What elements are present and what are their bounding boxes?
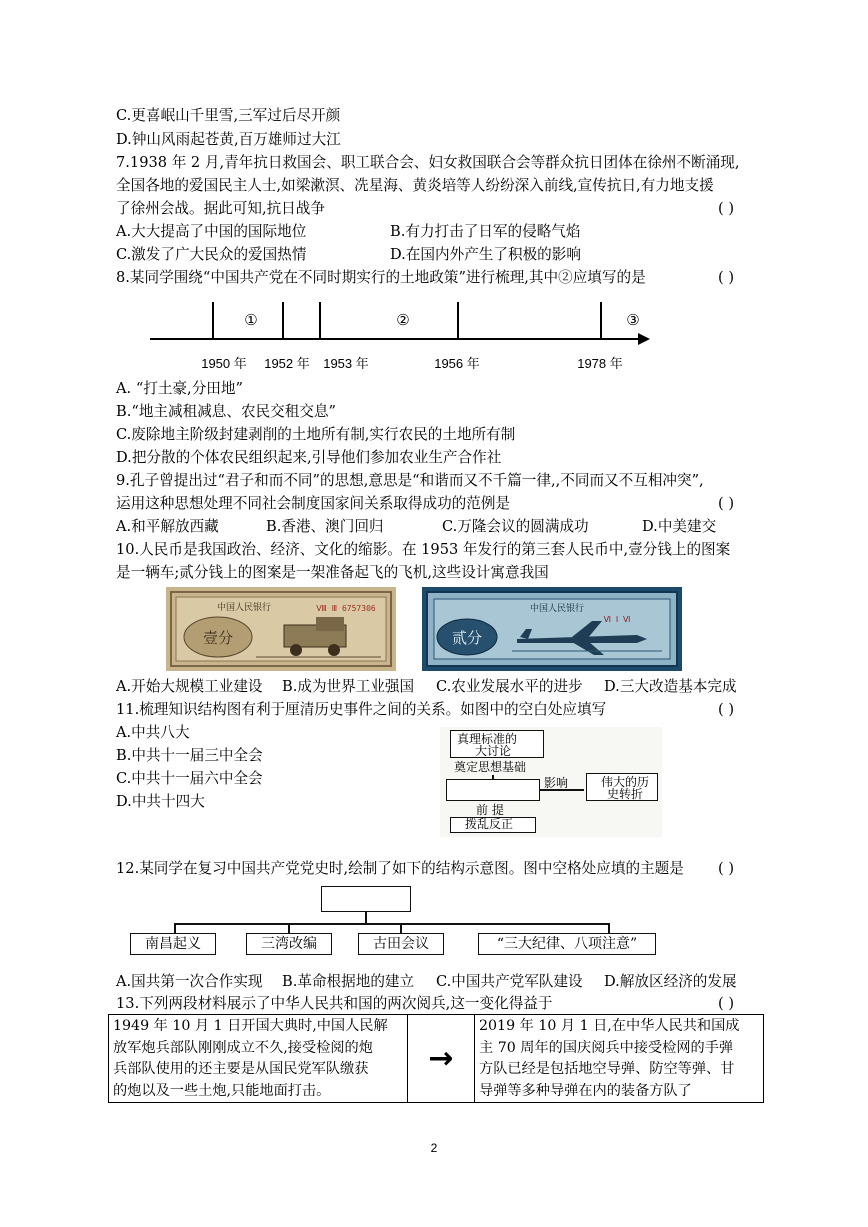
influence-label: 影响: [544, 776, 569, 790]
timeline-arrowhead: [638, 333, 650, 345]
q7-stem-line-1: 7.1938 年 2 月,青年抗日救国会、职工联合会、妇女救国联合会等群众抗日团体在徐州不断涌现,: [116, 154, 740, 171]
table-row: [109, 1015, 764, 1103]
q10-option-a: A.开始大规模工业建设: [116, 678, 263, 695]
q10-stem-line-1: 10.人民币是我国政治、经济、文化的缩影。在 1953 年发行的第三套人民币中,壹分钱上的图案: [116, 541, 731, 558]
note2-denomination: 贰分: [451, 629, 483, 647]
year-1950: 1950 年: [201, 356, 247, 371]
premise-label: 前 提: [476, 803, 504, 817]
segment-1-label: ①: [244, 311, 258, 329]
material-2019-cell: [475, 1015, 764, 1103]
q7-stem-line-3: 了徐州会战。据此可知,抗日战争: [116, 200, 325, 217]
material-2019-line-2: 主 70 周年的国庆阅兵中接受检网的手弹: [479, 1039, 734, 1056]
q11-stem: 11.梳理知识结构图有利于厘清历史事件之间的关系。如图中的空白处应填写: [116, 701, 607, 718]
stem-line: [365, 911, 367, 923]
q11-option-b: B.中共十一届三中全会: [116, 747, 263, 764]
q9-stem-line-2: 运用这种思想处理不同社会制度国家间关系取得成功的范例是: [116, 495, 511, 512]
q7-option-c: C.激发了广大民众的爱国热情: [116, 246, 307, 263]
q6-option-d: D.钟山风雨起苍黄,百万雄师过大江: [116, 131, 341, 148]
q11-option-c: C.中共十一届六中全会: [116, 770, 263, 787]
truth-criterion-box: [450, 730, 544, 758]
q12-option-b: B.革命根据地的建立: [282, 973, 415, 990]
q7-option-b: B.有力打击了日军的侵略气焰: [390, 223, 581, 240]
q12-stem: 12.某同学在复习中国共产党党史时,绘制了如下的结构示意图。图中空格处应填的主题是: [116, 860, 684, 877]
q9-option-c: C.万隆会议的圆满成功: [442, 518, 589, 535]
q6-option-c: C.更喜岷山千里雪,三军过后尽开颜: [116, 107, 341, 124]
q7-answer-paren: ( ): [718, 200, 735, 217]
q13-stem: 13.下列两段材料展示了中华人民共和国的两次阅兵,这一变化得益于: [116, 995, 553, 1012]
q9-option-b: B.香港、澳门回归: [266, 518, 384, 535]
turn-box-line-2: 史转折: [607, 787, 644, 801]
q11-option-d: D.中共十四大: [116, 793, 205, 810]
q13-material-table: [108, 1014, 764, 1103]
q7-stem-line-2: 全国各地的爱国民主人士,如梁漱溟、冼星海、黄炎培等人纷纷深入前线,宣传抗日,有力地支援: [116, 177, 714, 194]
branch-1: [174, 923, 176, 933]
branch-4: [608, 923, 610, 933]
year-1953: 1953 年: [323, 356, 369, 371]
year-1952: 1952 年: [264, 356, 310, 371]
nanchang-uprising-box: 南昌起义: [130, 933, 216, 955]
q8-option-a: A. “打土豪,分田地”: [116, 380, 243, 397]
material-1949-cell: [109, 1015, 408, 1103]
q12-option-c: C.中国共产党军队建设: [436, 973, 583, 990]
historic-turn-box: [586, 773, 658, 801]
foundation-label: 奠定思想基础: [454, 760, 527, 774]
q11-knowledge-diagram: [440, 727, 662, 837]
branch-3: [400, 923, 402, 933]
q7-option-a: A.大大提高了中国的国际地位: [116, 223, 307, 240]
q8-stem: 8.某同学围绕“中国共产党在不同时期实行的土地政策”进行梳理,其中②应填写的是: [116, 269, 646, 286]
q12-answer-paren: ( ): [718, 860, 735, 877]
truth-box-line-2: 大讨论: [475, 744, 512, 758]
q12-option-a: A.国共第一次合作实现: [116, 973, 263, 990]
page-number: 2: [430, 1141, 438, 1155]
sanwan-reorganization-box: 三湾改编: [246, 933, 332, 955]
segment-2-label: ②: [396, 311, 410, 329]
branch-2: [288, 923, 290, 933]
q10-option-c: C.农业发展水平的进步: [436, 678, 583, 695]
q8-timeline: [140, 292, 660, 378]
q8-option-c: C.废除地主阶级封建剥削的土地所有制,实行农民的土地所有制: [116, 426, 516, 443]
q13-answer-paren: ( ): [718, 995, 735, 1012]
bar-line: [174, 923, 608, 925]
q9-option-a: A.和平解放西藏: [116, 518, 219, 535]
q10-stem-line-2: 是一辆车;贰分钱上的图案是一架准备起飞的飞机,这些设计寓意我国: [116, 564, 549, 581]
gutian-conference-box: 古田会议: [358, 933, 444, 955]
three-rules-eight-points-box: “三大纪律、八项注意”: [478, 933, 656, 955]
q10-option-b: B.成为世界工业强国: [282, 678, 415, 695]
q8-answer-paren: ( ): [718, 269, 735, 286]
year-1956: 1956 年: [434, 356, 480, 371]
blank-answer-box: [446, 779, 540, 801]
material-1949-line-4: 的炮以及一些土炮,只能地面打击。: [113, 1082, 331, 1099]
one-fen-banknote-image: [166, 587, 396, 671]
note1-bank-name: 中国人民银行: [216, 603, 272, 613]
two-fen-banknote-image: [422, 587, 682, 671]
turn-box-line-1: 伟大的历: [601, 775, 650, 789]
note2-serial: Ⅵ Ⅰ Ⅵ: [603, 615, 631, 624]
blank-topic-box: [321, 886, 411, 912]
truth-box-line-1: 真理标准的: [457, 732, 518, 746]
q11-answer-paren: ( ): [718, 701, 735, 718]
q9-answer-paren: ( ): [718, 495, 735, 512]
q9-stem-line-1: 9.孔子曾提出过“君子和而不同”的思想,意思是“和谐而又不千篇一律,,不同而又不互相冲突”,: [116, 472, 704, 489]
material-2019-line-4: 导弹等多种导弹在内的装备方队了: [479, 1082, 692, 1099]
q11-option-a: A.中共八大: [116, 724, 190, 741]
material-1949-line-1: 1949 年 10 月 1 日开国大典时,中国人民解: [113, 1018, 388, 1034]
q7-option-d: D.在国内外产生了积极的影响: [390, 246, 581, 263]
note1-denomination: 壹分: [202, 629, 234, 647]
q8-option-b: B.“地主减租减息、农民交租交息”: [116, 403, 337, 420]
q10-option-d: D.三大改造基本完成: [604, 678, 737, 695]
rectify-box: [450, 817, 536, 833]
rectify-box-text: 拨乱反正: [465, 817, 514, 831]
note2-bank-name: 中国人民银行: [529, 604, 585, 614]
note1-serial: Ⅷ Ⅲ 6757306: [316, 604, 376, 613]
material-1949-line-2: 放军炮兵部队刚刚成立不久,接受检阅的炮: [113, 1039, 373, 1056]
segment-3-label: ③: [626, 311, 640, 329]
material-1949-line-3: 兵部队使用的还主要是从国民党军队缴获: [113, 1061, 369, 1077]
material-2019-line-3: 方队已经是包括地空导弹、防空等弹、甘: [479, 1061, 735, 1077]
q12-structure-diagram: [124, 886, 674, 956]
q12-option-d: D.解放区经济的发展: [604, 973, 737, 990]
q9-option-d: D.中美建交: [642, 518, 717, 535]
material-2019-line-1: 2019 年 10 月 1 日,在中华人民共和国成: [479, 1018, 740, 1034]
year-1978: 1978 年: [577, 356, 623, 371]
q8-option-d: D.把分散的个体农民组织起来,引导他们参加农业生产合作社: [116, 449, 502, 466]
arrow-cell: →: [408, 1015, 475, 1103]
